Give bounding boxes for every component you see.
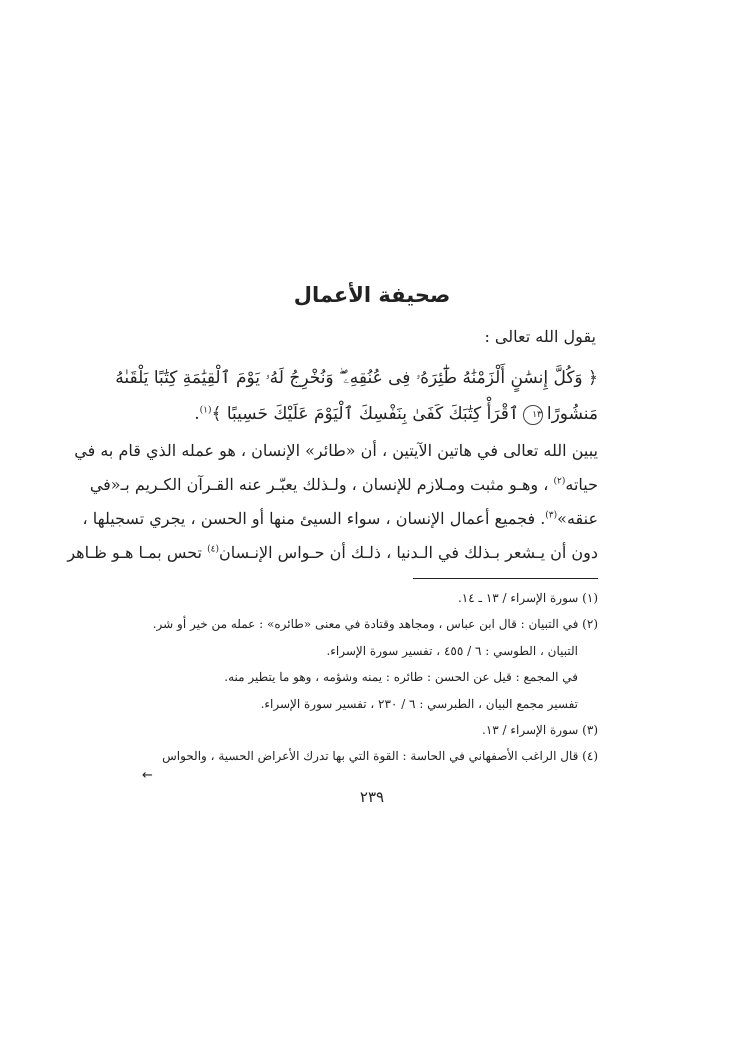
footnote-ref-4: (٤) — [207, 544, 219, 555]
verse-word: مَنشُورًا — [546, 404, 598, 424]
body-line-1: يبين الله تعالى في هاتين الآيتين ، أن «طائر» الإنسان ، هو عمله الذي قام به في — [74, 441, 598, 460]
footnote-2-source-2: تفسير مجمع البيان ، الطبرسي : ٦ / ٢٣٠ ، تفسير سورة الإسراء. — [260, 697, 578, 711]
verse-continuation: ٱقْرَأْ كِتَٰبَكَ كَفَىٰ بِنَفْسِكَ ٱلْيَوْمَ عَلَيْكَ حَسِيبًا ﴾ — [211, 404, 519, 424]
page-number: ٢٣٩ — [359, 788, 385, 806]
quran-verse-line-2 — [148, 403, 598, 425]
body-line-2 — [89, 475, 598, 494]
body-line-3 — [82, 509, 598, 528]
body-text: تحس بمـا هـو ظـاهر — [67, 543, 208, 562]
body-line-4 — [67, 543, 598, 562]
footnote-4: (٤) قال الراغب الأصفهاني في الحاسة : القوة التي بها تدرك الأعراض الحسية ، والحواس — [162, 749, 598, 763]
verse-end-punct: . — [194, 404, 200, 424]
footnote-2-source-1: التبيان ، الطوسي : ٦ / ٤٥٥ ، تفسير سورة الإسراء. — [326, 644, 578, 658]
footnote-3: (٣) سورة الإسراء / ١٣. — [481, 723, 598, 737]
footnote-2: (٢) في التبيان : قال ابن عباس ، ومجاهد وقتادة في معنى «طائره» : عمله من خير أو شر. — [152, 617, 598, 631]
quran-verse-line-1: ﴿ وَكُلَّ إِنسَٰنٍ أَلْزَمْنَٰهُ طَٰٓئِرَهُۥ فِى عُنُقِهِۦ ۖ وَنُخْرِجُ لَهُۥ يَوْمَ ٱلْقِيَٰمَةِ كِتَٰبًا يَلْقَىٰهُ — [115, 368, 598, 388]
footnote-ref-3: (٣) — [545, 510, 558, 521]
footnote-1: (١) سورة الإسراء / ١٣ ـ ١٤. — [457, 591, 598, 605]
ayah-number-marker: ١٣ — [523, 405, 543, 425]
footnote-ref-2: (٢) — [553, 476, 566, 487]
footnote-ref-1: (١) — [199, 405, 212, 416]
body-text: حياته — [565, 475, 598, 494]
footnote-separator — [413, 578, 598, 579]
body-text: ، وهـو مثبت ومـلازم للإنسان ، ولـذلك يعبّـر عنه القـرآن الكـريم بـ«في — [89, 475, 554, 494]
continue-arrow-icon: ← — [142, 768, 153, 783]
intro-text: يقول الله تعالى : — [484, 327, 596, 346]
body-text: عنقه» — [557, 509, 598, 528]
body-text: . فجميع أعمال الإنسان ، سواء السيئ منها أو الحسن ، يجري تسجيلها ، — [82, 509, 546, 528]
chapter-title: صحيفة الأعمال — [293, 283, 451, 307]
footnote-2-note: في المجمع : قيل عن الحسن : طائره : يمنه وشؤمه ، وهو ما يتطير منه. — [224, 670, 578, 684]
body-text: دون أن يـشعر بـذلك في الـدنيا ، ذلـك أن حـواس الإنـسان — [218, 543, 598, 562]
